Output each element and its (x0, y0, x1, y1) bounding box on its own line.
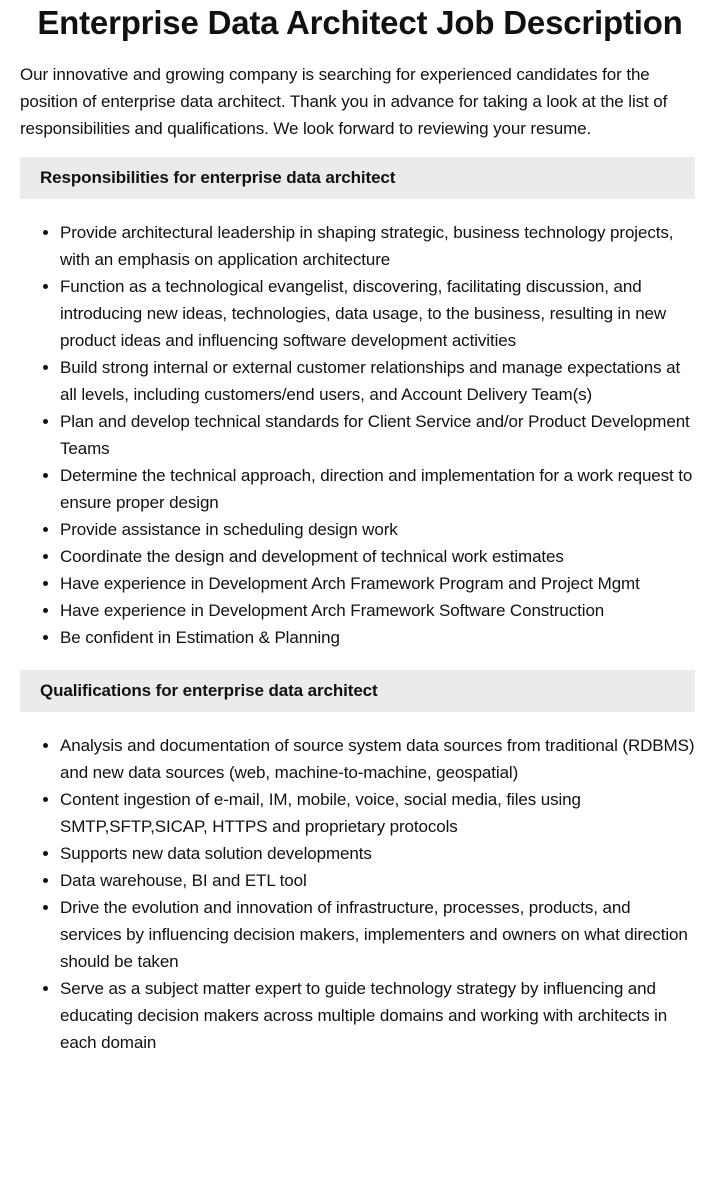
responsibilities-heading: Responsibilities for enterprise data architect (20, 157, 695, 199)
list-item: • Function as a technological evangelist, discovering, facilitating discussion, and introducing new ideas, technologies, data usage, to the business, resulting in new product ideas and influencing software development activities (60, 273, 695, 354)
list-item: • Supports new data solution developments (60, 840, 695, 867)
list-item: • Have experience in Development Arch Framework Software Construction (60, 597, 695, 624)
list-item: • Drive the evolution and innovation of infrastructure, processes, products, and services by influencing decision makers, implementers and owners on what direction should be taken (60, 894, 695, 975)
list-item: • Plan and develop technical standards for Client Service and/or Product Development Teams (60, 408, 695, 462)
responsibilities-list (20, 219, 695, 651)
intro-paragraph: Our innovative and growing company is searching for experienced candidates for the position of enterprise data architect. Thank you in advance for taking a look at the list of responsibilities and qualifications. We look forward to reviewing your resume. (20, 65, 668, 138)
list-item: • Content ingestion of e-mail, IM, mobile, voice, social media, files using SMTP,SFTP,SICAP, HTTPS and proprietary protocols (60, 786, 695, 840)
list-item: • Determine the technical approach, direction and implementation for a work request to ensure proper design (60, 462, 695, 516)
qualifications-list (20, 732, 695, 1056)
list-item: • Analysis and documentation of source system data sources from traditional (RDBMS) and new data sources (web, machine-to-machine, geospatial) (60, 732, 695, 786)
list-item: • Coordinate the design and development of technical work estimates (60, 543, 695, 570)
list-item: • Serve as a subject matter expert to guide technology strategy by influencing and educating decision makers across multiple domains and working with architects in each domain (60, 975, 695, 1056)
list-item: • Build strong internal or external customer relationships and manage expectations at all levels, including customers/end users, and Account Delivery Team(s) (60, 354, 695, 408)
page-title: Enterprise Data Architect Job Description (37, 4, 683, 41)
list-item: • Provide architectural leadership in shaping strategic, business technology projects, with an emphasis on application architecture (60, 219, 695, 273)
list-item: • Have experience in Development Arch Framework Program and Project Mgmt (60, 570, 695, 597)
list-item: • Data warehouse, BI and ETL tool (60, 867, 695, 894)
list-item: • Provide assistance in scheduling design work (60, 516, 695, 543)
list-item: • Be confident in Estimation & Planning (60, 624, 695, 651)
qualifications-heading: Qualifications for enterprise data architect (20, 670, 695, 712)
